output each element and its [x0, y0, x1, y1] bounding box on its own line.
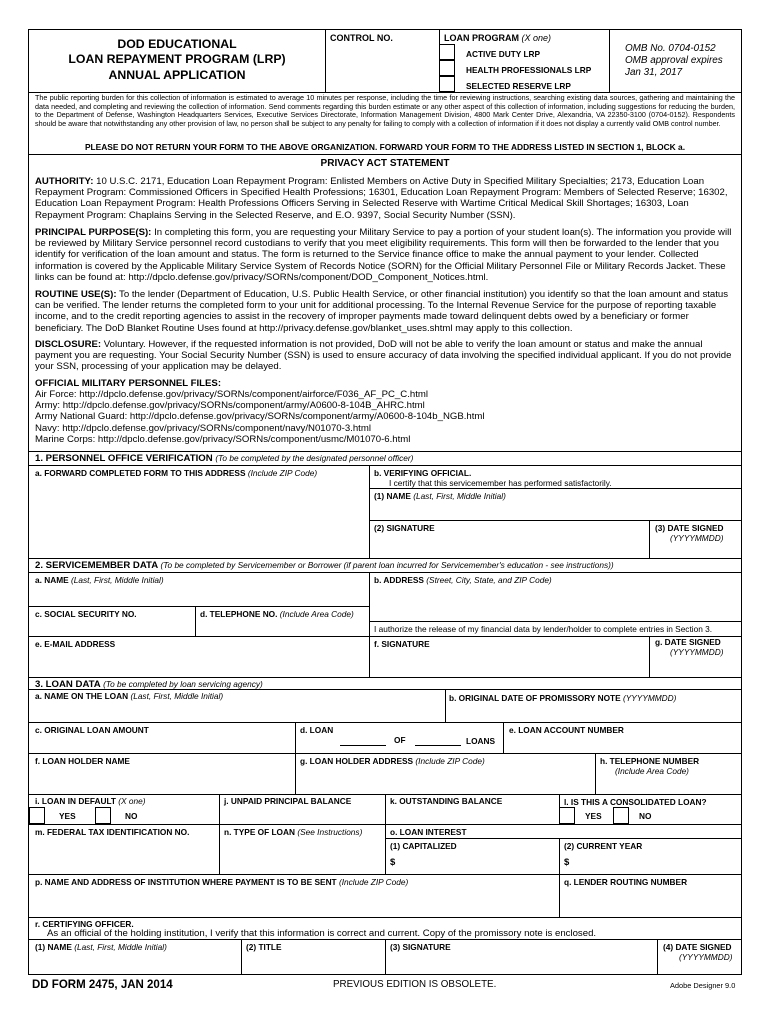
s3-holder-address-label: g. LOAN HOLDER ADDRESS (Include ZIP Code) [300, 756, 485, 766]
s2-authorize-text: I authorize the release of my financial data by lender/holder to complete entries in Section 3. [374, 624, 713, 634]
s2-address-field[interactable] [371, 586, 739, 620]
s3-default-yes-label: YES [59, 811, 76, 821]
s3-name-on-loan-label: a. NAME ON THE LOAN (Last, First, Middle Initial) [35, 691, 224, 701]
s3-default-yes-checkbox[interactable] [29, 807, 45, 824]
s3-officer-name-label: (1) NAME (Last, First, Middle Initial) [35, 942, 167, 952]
s2-date-format: (YYYYMMDD) [670, 647, 724, 657]
s3-officer-date-format: (YYYYMMDD) [679, 952, 733, 962]
s3-original-amount-field[interactable] [31, 736, 293, 750]
privacy-routine-use: ROUTINE USE(S): To the lender (Department of Education, U.S. Public Health Service, or other financial institution) you identify so that the loan amount and status can be verified. The lender returns the completed form to your unit for additional processing. To the Internal Revenue Service for the purpose of reporting taxable income, and to the credit reporting agencies to assist in the recovery of improper payments made toward delinquent debts owed by a beneficiary or former beneficiary. The DoD Blanket Routine Uses found at http://privacy.defense.gov/blanket_uses.shtml may apply to this collection. [35, 289, 729, 334]
s3-capitalized-field[interactable] [401, 853, 557, 872]
s3-routing-number-label: q. LENDER ROUTING NUMBER [564, 877, 688, 887]
do-not-return-notice: PLEASE DO NOT RETURN YOUR FORM TO THE ABOVE ORGANIZATION. FORWARD YOUR FORM TO THE ADDRESS LISTED IN SECTION 1, BLOCK a. [84, 142, 686, 152]
s1-forward-address-field[interactable] [31, 478, 367, 556]
s3-loan-total-blank[interactable] [415, 745, 461, 746]
s1-signature-field[interactable] [371, 533, 647, 556]
s2-date-signed-label: g. DATE SIGNED [655, 637, 721, 647]
privacy-title: PRIVACY ACT STATEMENT [320, 158, 450, 169]
s3-default-label: i. LOAN IN DEFAULT (X one) [35, 796, 146, 806]
s3-outstanding-balance-label: k. OUTSTANDING BALANCE [390, 796, 503, 806]
s2-telephone-label: d. TELEPHONE NO. (Include Area Code) [200, 609, 354, 619]
s3-loan-number-blank[interactable] [340, 745, 386, 746]
s1-signature-label: (2) SIGNATURE [374, 523, 435, 533]
s2-ssn-label: c. SOCIAL SECURITY NO. [35, 609, 137, 619]
s3-name-on-loan-field[interactable] [31, 702, 443, 720]
s3-officer-signature-field[interactable] [387, 952, 655, 972]
s3-payment-institution-field[interactable] [31, 888, 557, 915]
s3-officer-title-field[interactable] [243, 952, 383, 972]
s3-capitalized-dollar: $ [390, 857, 396, 868]
s3-outstanding-balance-field[interactable] [387, 807, 557, 823]
s3-holder-address-field[interactable] [297, 767, 593, 792]
form-number: DD FORM 2475, JAN 2014 [32, 979, 173, 991]
checkbox-selected-reserve[interactable] [439, 76, 455, 92]
s2-telephone-field[interactable] [197, 619, 367, 635]
s3-unpaid-principal-label: j. UNPAID PRINCIPAL BALANCE [224, 796, 352, 806]
s3-account-number-field[interactable] [505, 736, 739, 750]
omb-expires: OMB approval expires [625, 55, 723, 67]
control-no-label: CONTROL NO. [330, 33, 393, 43]
s3-certify-text: As an official of the holding institution, I verify that this information is correct and current. Copy of the promissory note is enclosed. [47, 928, 597, 939]
s3-payment-institution-label: p. NAME AND ADDRESS OF INSTITUTION WHERE PAYMENT IS TO BE SENT (Include ZIP Code) [35, 877, 409, 887]
designer-note: Adobe Designer 9.0 [670, 981, 736, 990]
s3-default-no-label: NO [125, 811, 138, 821]
loan-program-label: LOAN PROGRAM (X one) [444, 33, 552, 43]
checkbox-active-duty[interactable] [439, 44, 455, 60]
s1-date-format: (YYYYMMDD) [670, 533, 724, 543]
s3-officer-date-label: (4) DATE SIGNED [663, 942, 732, 952]
s3-capitalized-label: (1) CAPITALIZED [390, 841, 457, 851]
title-line-1: DOD EDUCATIONAL [117, 37, 237, 51]
section-1-title: 1. PERSONNEL OFFICE VERIFICATION (To be completed by the designated personnel officer) [35, 453, 414, 464]
s3-promissory-date-label: b. ORIGINAL DATE OF PROMISSORY NOTE (YYYYMMDD) [449, 693, 677, 703]
s3-loan-label: d. LOAN [300, 725, 334, 735]
personnel-files-list [35, 389, 737, 445]
file-link-marine-corps[interactable]: Marine Corps: http://dpclo.defense.gov/privacy/SORNs/component/usmc/M01070-6.html [35, 433, 411, 445]
s3-promissory-date-field[interactable] [447, 704, 739, 720]
omb-number: OMB No. 0704-0152 [625, 43, 716, 54]
s1-certify-text: I certify that this servicemember has performed satisfactorily. [389, 478, 612, 488]
s3-holder-name-field[interactable] [31, 767, 293, 792]
s3-type-of-loan-label: n. TYPE OF LOAN (See Instructions) [224, 827, 363, 837]
s3-of-label: OF [394, 735, 406, 745]
s2-signature-label: f. SIGNATURE [374, 639, 430, 649]
personnel-files-title: OFFICIAL MILITARY PERSONNEL FILES: [35, 378, 222, 389]
s2-email-label: e. E-MAIL ADDRESS [35, 639, 116, 649]
s3-current-year-field[interactable] [575, 853, 739, 872]
section-3-title: 3. LOAN DATA (To be completed by loan servicing agency) [35, 679, 263, 690]
control-no-field[interactable] [326, 44, 438, 91]
s3-certifying-officer-label: r. CERTIFYING OFFICER. [35, 919, 134, 929]
s3-officer-signature-label: (3) SIGNATURE [390, 942, 451, 952]
option-selected-reserve: SELECTED RESERVE LRP [466, 81, 571, 91]
s3-consolidated-no-label: NO [639, 811, 652, 821]
s3-current-year-label: (2) CURRENT YEAR [564, 841, 643, 851]
s3-tax-id-label: m. FEDERAL TAX IDENTIFICATION NO. [35, 827, 190, 837]
file-link-navy[interactable]: Navy: http://dpclo.defense.gov/privacy/SORNs/component/navy/N01070-3.html [35, 422, 371, 434]
s2-email-field[interactable] [31, 650, 367, 675]
s3-holder-name-label: f. LOAN HOLDER NAME [35, 756, 130, 766]
s2-name-label: a. NAME (Last, First, Middle Initial) [35, 575, 164, 585]
form-frame [28, 29, 742, 975]
s1-date-signed-label: (3) DATE SIGNED [655, 523, 724, 533]
s3-default-no-checkbox[interactable] [95, 807, 111, 824]
option-health-professionals: HEALTH PROFESSIONALS LRP [466, 65, 592, 75]
file-link-army-national-guard[interactable]: Army National Guard: http://dpclo.defense.gov/privacy/SORNs/component/army/A0600-8-104b_NGB.html [35, 411, 485, 423]
s3-routing-number-field[interactable] [561, 888, 739, 915]
s3-type-of-loan-field[interactable] [221, 838, 383, 872]
checkbox-health-professionals[interactable] [439, 60, 455, 76]
privacy-purpose: PRINCIPAL PURPOSE(S): In completing this form, you are requesting your Military Service to pay a portion of your student loan(s). The information you provide will be reviewed by Military Service personnel record custodians to verify that you meet eligibility requirements. This form will then be forwarded to the lender that you identify for verification of the loan amount and status. The form is returned to the Service finance office to make the annual payment to your lender. Collected information is covered by the Applicable Military Service System of Records Notice (SORN) for the Official Military Personnel File or Military Records Jacket. These links can be found at: http://dpclo.defense.gov/privacy/SORNs/component/DOD_Component_Notices.html. [35, 227, 732, 283]
s1-name-field[interactable] [371, 502, 739, 519]
s2-name-field[interactable] [31, 586, 367, 605]
s3-consolidated-no-checkbox[interactable] [613, 807, 629, 824]
form-title [29, 37, 325, 83]
s3-officer-name-field[interactable] [31, 952, 239, 972]
s2-address-label: b. ADDRESS (Street, City, State, and ZIP Code) [374, 575, 552, 585]
s3-loans-label: LOANS [466, 736, 496, 746]
s3-unpaid-principal-field[interactable] [221, 807, 383, 823]
s3-telephone-note: (Include Area Code) [615, 766, 689, 776]
section-2-title: 2. SERVICEMEMBER DATA (To be completed by Servicemember or Borrower (if parent loan incurred for Servicemember's education - see instructions)) [35, 560, 614, 571]
omb-date: Jan 31, 2017 [625, 67, 683, 79]
s2-signature-field[interactable] [371, 650, 647, 675]
file-link-army[interactable]: Army: http://dpclo.defense.gov/privacy/SORNs/component/army/A0600-8-104B_AHRC.html [35, 400, 425, 412]
s3-consolidated-yes-label: YES [585, 811, 602, 821]
omb-info [625, 43, 723, 80]
s1-name-label: (1) NAME (Last, First, Middle Initial) [374, 491, 506, 501]
file-link-airforce[interactable]: Air Force: http://dpclo.defense.gov/privacy/SORNs/component/airforce/F036_AF_PC_C.html [35, 389, 428, 400]
s3-account-number-label: e. LOAN ACCOUNT NUMBER [509, 725, 624, 735]
s3-tax-id-field[interactable] [31, 838, 217, 872]
previous-edition-notice: PREVIOUS EDITION IS OBSOLETE. [333, 979, 497, 990]
s3-officer-title-label: (2) TITLE [246, 942, 282, 952]
s3-consolidated-yes-checkbox[interactable] [559, 807, 575, 824]
s1-forward-address-label: a. FORWARD COMPLETED FORM TO THIS ADDRESS (Include ZIP Code) [35, 468, 318, 478]
s3-telephone-label: h. TELEPHONE NUMBER [600, 756, 700, 766]
privacy-disclosure: DISCLOSURE: Voluntary. However, if the requested information is not provided, DoD will not be able to verify the loan amount or status and make the annual payment you are requesting. Your Social Security Number (SSN) is used to ensure accuracy of data involving the specified individual applicant. If you do not provide your SSN, processing of your application may be delayed. [35, 339, 732, 373]
s3-original-amount-label: c. ORIGINAL LOAN AMOUNT [35, 725, 149, 735]
title-line-2: LOAN REPAYMENT PROGRAM (LRP) [68, 52, 286, 67]
burden-statement: The public reporting burden for this collection of information is estimated to average 10 minutes per response, including the time for reviewing instructions, searching existing data sources, gathering and maintaining the data needed, and completing and reviewing the collection of information. Send comments regarding this burden estimate or any other aspect of this collection of information, including suggestions for reducing the burden, to the Department of Defense, Washington Headquarters Services, Executive Services Directorate, Information Management Division, 4800 Mark Center Drive, Alexandria, VA 22350-3100 (0704-0152). Respondents should be aware that notwithstanding any other provision of law, no person shall be subject to any penalty for failing to comply with a collection of information if it does not display a currently valid OMB control number. [35, 93, 735, 128]
s1-verifying-official-label: b. VERIFYING OFFICIAL. [374, 468, 472, 478]
s3-current-year-dollar: $ [564, 857, 570, 868]
s2-ssn-field[interactable] [31, 619, 193, 635]
title-line-3: ANNUAL APPLICATION [108, 67, 246, 82]
s3-loan-interest-label: o. LOAN INTEREST [390, 827, 467, 837]
s3-consolidated-label: l. IS THIS A CONSOLIDATED LOAN? [564, 797, 707, 807]
option-active-duty: ACTIVE DUTY LRP [466, 49, 541, 59]
privacy-authority: AUTHORITY: 10 U.S.C. 2171, Education Loan Repayment Program: Enlisted Members on Active Duty in Specified Military Specialties; 2173, Education Loan Repayment Program: Commissioned Officers in Specified Health Professions; 16301, Education Loan Repayment Program: Members of Selected Reserve; 16302, Education Loan Repayment Program: Health Professions Officers Serving in Selected Reserve with Wartime Critical Medical Skill Shortages; 16303, Loan Repayment Program: Chaplains Serving in the Selected Reserve, and E.O. 9397, Social Security Number (SSN). [35, 176, 728, 221]
